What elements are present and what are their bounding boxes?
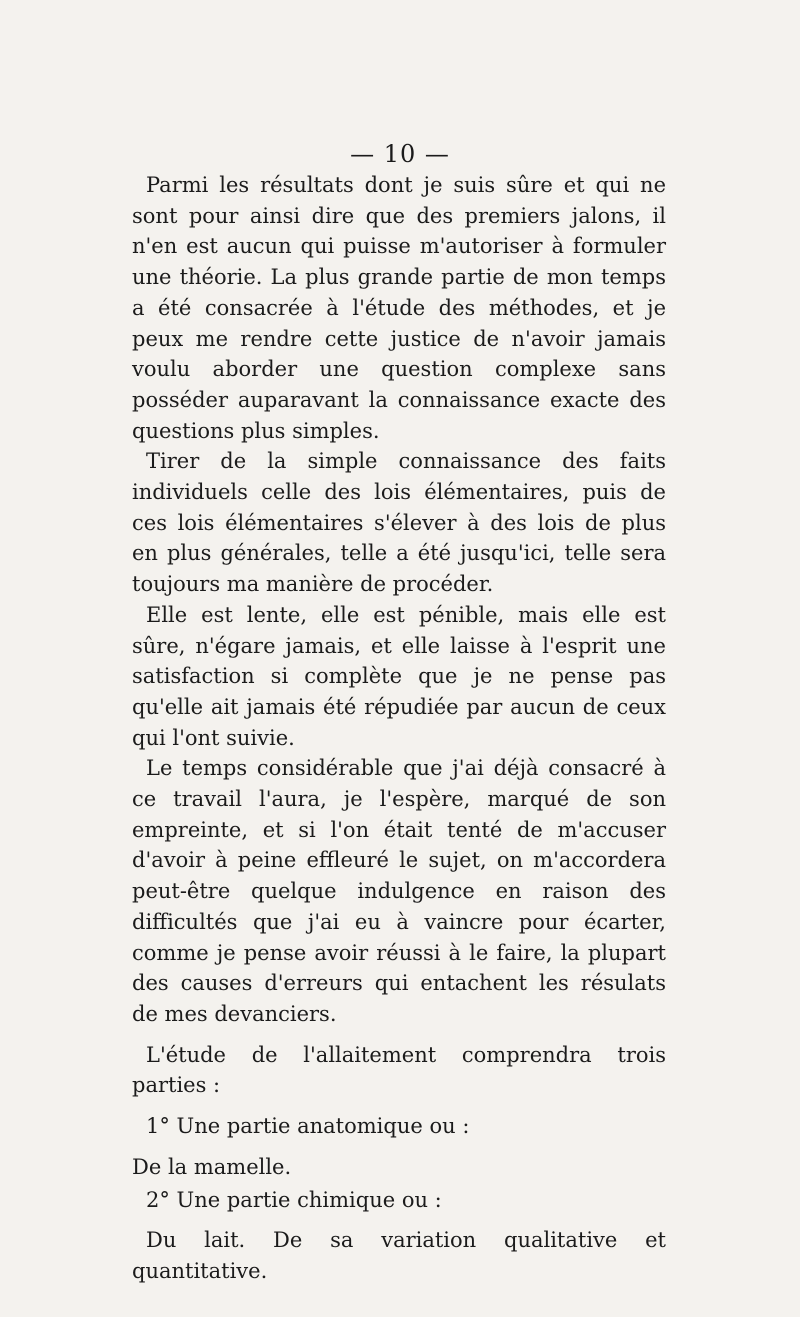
paragraph-3: Elle est lente, elle est pénible, mais elle est sûre, n'égare jamais, et elle laisse à l'esprit une satisfaction si complète que je ne pense pas qu'elle ait jamais été répudiée par aucun de ceux qui l'ont suivie. — [132, 602, 666, 750]
page-body — [132, 170, 666, 1287]
list-item-2-subtitle: Du lait. De sa variation qualitative et quantitative. — [132, 1228, 666, 1283]
paragraph-4: Le temps considérable que j'ai déjà consacré à ce travail l'aura, je l'espère, marqué de son empreinte, et si l'on était tenté de m'accuser d'avoir à peine effleuré le sujet, on m'accordera peut-être quelque indulgence en raison des difficultés que j'ai eu à vaincre pour écarter, comme je pense avoir réussi à le faire, la plupart des causes d'erreurs qui entachent les résulats de mes devanciers. — [132, 756, 666, 1026]
list-item-1: 1° Une partie anatomique ou : — [146, 1114, 470, 1139]
paragraph-5: L'étude de l'allaitement comprendra trois parties : — [132, 1042, 666, 1098]
paragraph-1: Parmi les résultats dont je suis sûre et qui ne sont pour ainsi dire que des premiers jalons, il n'en est aucun qui puisse m'autoriser à formuler une théorie. La plus grande partie de mon temps a été consacrée à l'étude des méthodes, et je peux me rendre cette justice de n'avoir jamais voulu aborder une question complexe sans posséder auparavant la connaissance exacte des questions plus simples. — [132, 173, 666, 443]
list-item-1-subtitle: De la mamelle. — [132, 1154, 292, 1179]
list-item-2: 2° Une partie chimique ou : — [146, 1187, 442, 1212]
paragraph-2: Tirer de la simple connaissance des faits individuels celle des lois élémentaires, puis de ces lois élémentaires s'élever à des lois de plus en plus générales, telle a été jusqu'ici, telle sera toujours ma manière de procéder. — [132, 449, 666, 597]
page-number: — 10 — — [350, 140, 450, 168]
